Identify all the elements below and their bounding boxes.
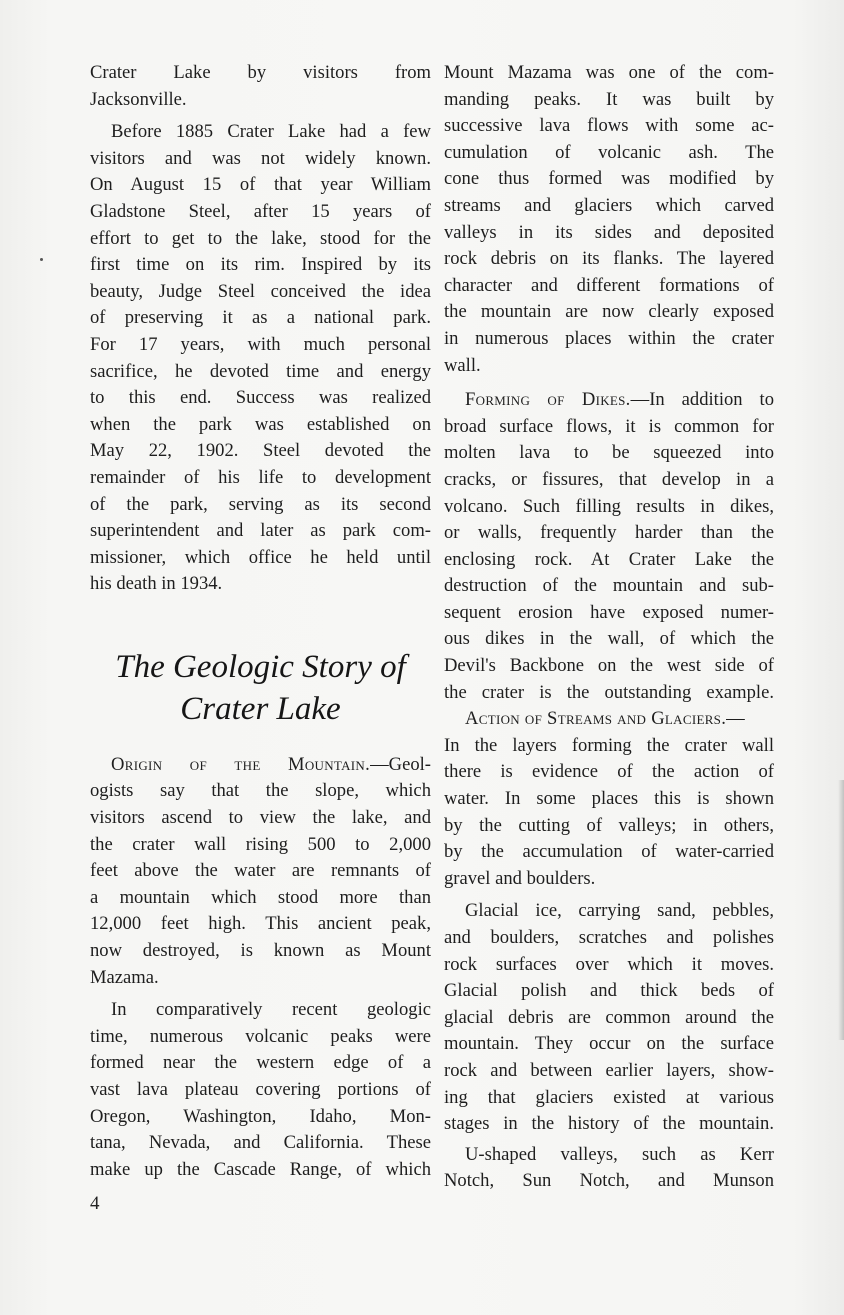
text-line: remainder of his life to development <box>90 466 431 488</box>
right-column <box>444 60 774 1195</box>
section-body <box>90 778 431 991</box>
chapter-title-line-2: Crater Lake <box>180 690 341 727</box>
text-line: Notch, Sun Notch, and Munson <box>444 1170 774 1192</box>
text-line: gravel and boulders. <box>444 867 596 889</box>
text-line: wall. <box>444 354 481 376</box>
text-line: enclosing rock. At Crater Lake the <box>444 548 774 570</box>
section-origin-of-the-mountain <box>90 752 431 991</box>
text-line: sacrifice, he devoted time and energy <box>90 360 431 382</box>
text-line: May 22, 1902. Steel devoted the <box>90 440 431 462</box>
text-line: the crater is the outstanding example. <box>444 681 774 703</box>
text-line: beauty, Judge Steel conceived the idea <box>90 280 431 302</box>
text-line: by the accumulation of water-carried <box>444 841 774 863</box>
text-line: vast lava plateau covering portions of <box>90 1079 431 1100</box>
text-line: cone thus formed was modified by <box>444 168 774 190</box>
text-line: ous dikes in the wall, of which the <box>444 628 774 650</box>
section-body <box>444 414 774 707</box>
text-line: manding peaks. It was built by <box>444 88 774 110</box>
text-line: destruction of the mountain and sub- <box>444 575 774 597</box>
text-line: volcano. Such filling results in dikes, <box>444 495 774 517</box>
text-line: time, numerous volcanic peaks were <box>90 1025 431 1047</box>
cascade-range-paragraph <box>90 997 431 1183</box>
text-line: superintendent and later as park com- <box>90 520 431 542</box>
text-line: Glacial ice, carrying sand, pebbles, <box>465 900 774 922</box>
text-line: make up the Cascade Range, of which <box>90 1158 431 1180</box>
section-body <box>444 733 774 893</box>
text-line: the crater wall rising 500 to 2,000 <box>90 833 431 855</box>
text-line: 12,000 feet high. This ancient peak, <box>90 913 431 935</box>
text-line: ing that glaciers existed at various <box>444 1086 774 1108</box>
section-first-line-rest: —Geol- <box>370 753 431 775</box>
scan-speck <box>40 258 43 261</box>
text-line: Oregon, Washington, Idaho, Mon- <box>90 1105 431 1127</box>
text-line: when the park was established on <box>90 413 431 435</box>
text-line: sequent erosion have exposed numer- <box>444 601 774 623</box>
text-line: In the layers forming the crater wall <box>444 734 774 756</box>
text-line: his death in 1934. <box>90 573 223 595</box>
text-line: In comparatively recent geologic <box>111 999 431 1021</box>
text-line: cracks, or fissures, that develop in a <box>444 468 774 490</box>
text-line: to this end. Success was realized <box>90 387 431 409</box>
text-line: streams and glaciers which carved <box>444 194 774 216</box>
text-line: water. In some places this is shown <box>444 788 774 810</box>
text-line: tana, Nevada, and California. These <box>90 1132 431 1154</box>
text-line: by the cutting of valleys; in others, <box>444 814 774 836</box>
text-line: Gladstone Steel, after 15 years of <box>90 200 431 222</box>
text-line: ogists say that the slope, which <box>90 780 431 802</box>
text-line: On August 15 of that year William <box>90 174 431 196</box>
text-line: valleys in its sides and deposited <box>444 221 774 243</box>
text-line: or walls, frequently harder than the <box>444 522 774 544</box>
text-line: missioner, which office he held until <box>90 546 431 568</box>
text-line: Before 1885 Crater Lake had a few <box>111 121 431 143</box>
text-line: Crater Lake by visitors from <box>90 62 431 83</box>
page-edge-shadow <box>838 780 844 1040</box>
text-line: there is evidence of the action of <box>444 761 774 783</box>
text-line: visitors ascend to view the lake, and <box>90 807 431 829</box>
text-line: rock surfaces over which it moves. <box>444 953 774 975</box>
section-first-line <box>444 706 774 733</box>
chapter-title <box>90 646 431 730</box>
section-heading: Action of Streams and Glaciers. <box>465 708 727 730</box>
text-line: Mount Mazama was one of the com- <box>444 62 774 83</box>
text-line: molten lava to be squeezed into <box>444 442 774 464</box>
text-line: Jacksonville. <box>90 88 187 110</box>
text-line: feet above the water are remnants of <box>90 860 431 882</box>
text-line: character and different formations of <box>444 274 774 296</box>
text-line: rock debris on its flanks. The layered <box>444 248 774 270</box>
text-line: rock and between earlier layers, show- <box>444 1059 774 1081</box>
glacial-ice-paragraph <box>444 898 774 1195</box>
text-line: of preserving it as a national park. <box>90 307 431 329</box>
text-line: now destroyed, is known as Mount <box>90 940 431 962</box>
text-line: successive lava flows with some ac- <box>444 115 774 137</box>
section-first-line-rest: —In addition to <box>630 389 775 411</box>
text-line: Devil's Backbone on the west side of <box>444 655 774 677</box>
section-forming-of-dikes <box>444 387 774 706</box>
text-line: in numerous places within the crater <box>444 327 774 349</box>
text-line: and boulders, scratches and polishes <box>444 927 774 948</box>
text-line: U-shaped valleys, such as Kerr <box>465 1143 774 1165</box>
text-line: cumulation of volcanic ash. The <box>444 141 774 163</box>
section-first-line-rest: — <box>726 708 745 730</box>
section-action-of-streams-and-glaciers <box>444 706 774 892</box>
text-line: glacial debris are common around the <box>444 1006 774 1028</box>
text-line: mountain. They occur on the surface <box>444 1033 774 1055</box>
text-line: stages in the history of the mountain. <box>444 1113 774 1135</box>
steel-history-paragraphs <box>90 60 431 598</box>
section-first-line <box>444 387 774 414</box>
text-line: broad surface flows, it is common for <box>444 415 774 437</box>
text-line: visitors and was not widely known. <box>90 147 431 169</box>
mount-mazama-paragraph <box>444 60 774 379</box>
text-line: Glacial polish and thick beds of <box>444 980 774 1002</box>
text-line: first time on its rim. Inspired by its <box>90 254 431 276</box>
text-line: Mazama. <box>90 966 159 988</box>
chapter-title-line-1: The Geologic Story of <box>115 648 406 685</box>
text-line: effort to get to the lake, stood for the <box>90 227 431 249</box>
text-line: of the park, serving as its second <box>90 493 431 515</box>
page-number: 4 <box>90 1193 100 1214</box>
section-first-line <box>90 752 431 779</box>
text-line: a mountain which stood more than <box>90 886 431 908</box>
left-column <box>90 60 431 1183</box>
section-heading: Origin of the Mountain. <box>111 753 371 775</box>
text-line: For 17 years, with much personal <box>90 333 431 355</box>
text-line: formed near the western edge of a <box>90 1052 431 1074</box>
text-line: the mountain are now clearly exposed <box>444 301 774 323</box>
section-heading: Forming of Dikes. <box>465 389 631 411</box>
